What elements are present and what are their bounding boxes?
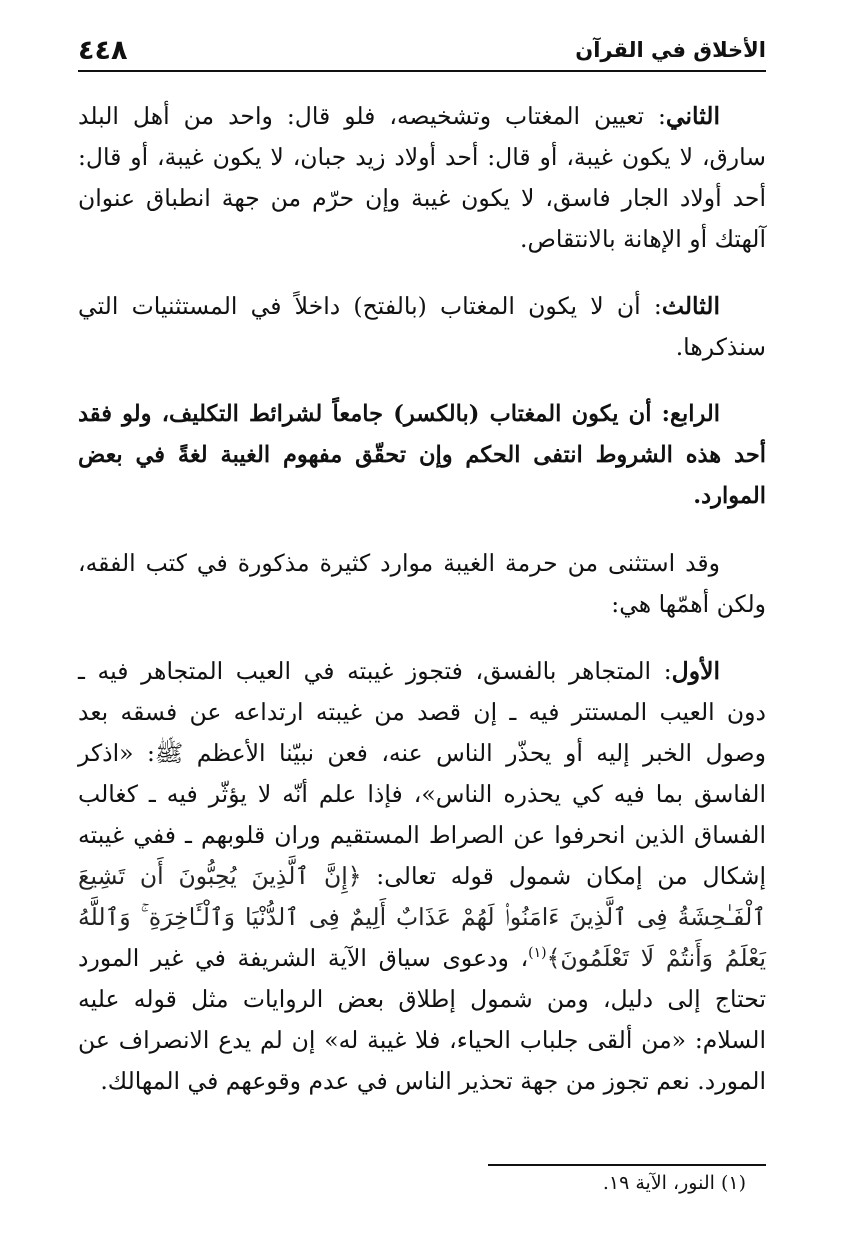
paragraph-lead: الأول xyxy=(671,657,720,685)
page-header xyxy=(78,30,766,72)
paragraph-lead: الثالث xyxy=(661,292,720,320)
quran-verse: ﴿إِنَّ ٱلَّذِينَ يُحِبُّونَ أَن تَشِيعَ ٱلْفَـٰحِشَةُ فِى ٱلَّذِينَ ءَامَنُوا۟ لَهُمْ عَذَابٌ أَلِيمٌ فِى ٱلدُّنْيَا وَٱلْـَٔاخِرَةِ ۚ وَٱللَّهُ يَعْلَمُ وَأَنتُمْ لَا تَعْلَمُونَ﴾ xyxy=(78,862,766,972)
paragraph-lead: الثاني xyxy=(665,102,720,130)
paragraph-text: وقد استثنى من حرمة الغيبة موارد كثيرة مذكورة في كتب الفقه، ولكن أهمّها هي: xyxy=(78,549,766,618)
paragraph-text: : تعيين المغتاب وتشخيصه، فلو قال: واحد من أهل البلد سارق، لا يكون غيبة، أو قال: أحد أولاد زيد جبان، لا يكون غيبة، أو قال: أحد أولاد الجار فاسق، لا يكون غيبة وإن حرّم من جهة انطباق عنوان آلهتك أو الإهانة بالانتقاص. xyxy=(78,102,766,253)
paragraph-third-condition xyxy=(78,286,766,368)
page-body xyxy=(78,96,766,1128)
footnote-reference[interactable]: (١) xyxy=(528,945,547,962)
paragraph-second-condition xyxy=(78,96,766,260)
footnote-divider xyxy=(488,1164,766,1166)
paragraph-first-exception xyxy=(78,651,766,1102)
page-number: ٤٤٨ xyxy=(78,34,128,66)
paragraph-text: : أن يكون المغتاب (بالكسر) جامعاً لشرائط التكليف، ولو فقد أحد هذه الشروط انتفى الحكم وإن تحقّق مفهوم الغيبة لغةً في بعض الموارد. xyxy=(78,401,766,509)
paragraph-lead: الرابع xyxy=(669,401,720,427)
paragraph-text: : المتجاهر بالفسق، فتجوز غيبته في العيب المتجاهر فيه ـ دون العيب المستتر فيه ـ إن قصد من غيبته ارتداعه عن فسقه بعد وصول الخبر إليه أو يحذّر الناس عنه، فعن نبيّنا الأعظم ﷺ: «اذكر الفاسق بما فيه كي يحذره الناس»، فإذا علم أنّه لا يؤثّر فيه ـ كغالب الفساق الذين انحرفوا عن الصراط المستقيم وران قلوبهم ـ ففي غيبته إشكال من إمكان شمول قوله تعالى: xyxy=(78,657,766,890)
paragraph-text: ، ودعوى سياق الآية الشريفة في غير المورد تحتاج إلى دليل، ومن شمول إطلاق بعض الروايات مثل قوله عليه السلام: «من ألقى جلباب الحياء، فلا غيبة له» إن لم يدع الانصراف عن المورد. نعم تجوز من جهة تحذير الناس في عدم وقوعهم في المهالك. xyxy=(78,944,766,1095)
paragraph-exceptions-intro xyxy=(78,543,766,625)
book-title: الأخلاق في القرآن xyxy=(575,38,766,62)
paragraph-fourth-condition xyxy=(78,394,766,517)
footnote: (١) النور، الآية ١٩. xyxy=(602,1172,746,1194)
paragraph-text: : أن لا يكون المغتاب (بالفتح) داخلاً في المستثنيات التي سنذكرها. xyxy=(78,292,766,361)
